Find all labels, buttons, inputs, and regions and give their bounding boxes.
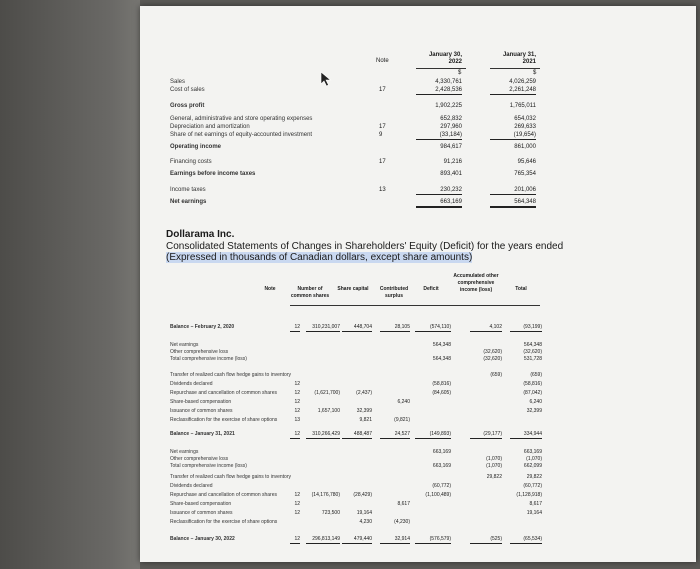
s2-balance-label: Balance – January 30, 2022 bbox=[170, 536, 235, 542]
s1-value-v2022: 652,832 bbox=[440, 116, 462, 122]
s2-header-0: Note bbox=[264, 286, 276, 292]
s1-value-v2021: 201,006 bbox=[490, 187, 536, 195]
dollar-2021: $ bbox=[533, 70, 537, 76]
s2-header-rule bbox=[290, 305, 540, 306]
s2-cell-total: (87,042) bbox=[523, 390, 542, 396]
s2-row-label: Share-based compensation bbox=[170, 399, 232, 405]
s1-value-v2022: 4,330,761 bbox=[435, 79, 462, 85]
s2-cell-total: (1,070) bbox=[526, 456, 542, 462]
s2-cell-aoci: (32,620) bbox=[483, 349, 502, 355]
s2-header-4: Deficit bbox=[423, 286, 439, 292]
col-2021-header: January 31, 2021 bbox=[502, 52, 536, 65]
s2-cell-aoci: (32,620) bbox=[483, 356, 502, 362]
s2-cell-total: (32,620) bbox=[523, 349, 542, 355]
s2-cell-surplus: 8,617 bbox=[397, 501, 410, 507]
s2-cell-note: 12 bbox=[294, 381, 300, 387]
s2-cell-deficit: 564,348 bbox=[432, 356, 451, 362]
s2-cell-deficit: 663,169 bbox=[432, 463, 451, 469]
s2-cell-total: (65,534) bbox=[510, 536, 542, 544]
s2-header-3: Contributed surplus bbox=[379, 286, 409, 299]
s1-value-v2021: 269,633 bbox=[514, 124, 536, 130]
s1-value-v2022: 893,401 bbox=[440, 171, 462, 177]
s2-row-label: Issuance of common shares bbox=[170, 510, 233, 516]
s2-balance-label: Balance – January 31, 2021 bbox=[170, 431, 235, 437]
s1-row-label: Net earnings bbox=[170, 199, 207, 205]
s2-cell-shares: 296,813,149 bbox=[306, 536, 340, 544]
s2-cell-note: 12 bbox=[294, 510, 300, 516]
s1-value-v2022: 297,960 bbox=[440, 124, 462, 130]
s2-cell-note: 12 bbox=[290, 431, 300, 439]
s2-header-1: Number of common shares bbox=[290, 286, 330, 299]
s2-cell-total: 32,399 bbox=[526, 408, 542, 414]
mouse-cursor-icon bbox=[320, 71, 332, 87]
s2-cell-surplus: (4,230) bbox=[394, 519, 410, 525]
dollar-2022: $ bbox=[458, 70, 462, 76]
s2-cell-deficit: 663,169 bbox=[432, 449, 451, 455]
s2-cell-note: 12 bbox=[290, 324, 300, 332]
s1-row-label: Financing costs bbox=[170, 159, 212, 165]
s2-header-6: Total bbox=[515, 286, 527, 292]
s1-row-note: 17 bbox=[379, 124, 386, 130]
s1-row-note: 17 bbox=[379, 159, 386, 165]
s1-value-v2021: 4,026,259 bbox=[509, 79, 536, 85]
s1-value-v2021: 1,765,011 bbox=[509, 103, 536, 109]
document-sheet bbox=[140, 6, 696, 562]
s2-cell-total: (93,199) bbox=[510, 324, 542, 332]
s2-row-label: Other comprehensive loss bbox=[170, 456, 229, 462]
s1-value-v2021: (19,654) bbox=[490, 132, 536, 140]
s2-row-label: Reclassification for the exercise of share options bbox=[170, 519, 278, 525]
s2-cell-total: (659) bbox=[530, 372, 542, 378]
s2-cell-shares: 723,500 bbox=[321, 510, 340, 516]
s2-cell-total: 662,099 bbox=[523, 463, 542, 469]
s2-header-5: Accumulated other comprehensive income (loss) bbox=[453, 273, 499, 293]
s2-row-label: Repurchase and cancellation of common shares bbox=[170, 390, 278, 396]
s2-row-label: Reclassification for the exercise of share options bbox=[170, 417, 278, 423]
s2-cell-surplus: 24,527 bbox=[380, 431, 410, 439]
s2-cell-shares: 310,266,429 bbox=[306, 431, 340, 439]
background-shadow bbox=[0, 0, 140, 569]
header-rule-2021 bbox=[490, 68, 540, 69]
s2-cell-total: (1,128,918) bbox=[516, 492, 542, 498]
s2-cell-total: 564,348 bbox=[523, 342, 542, 348]
s1-row-note: 9 bbox=[379, 132, 383, 138]
s2-cell-total: 6,240 bbox=[529, 399, 542, 405]
s2-cell-total: 334,944 bbox=[510, 431, 542, 439]
s2-cell-deficit: (149,893) bbox=[415, 431, 451, 439]
s2-cell-aoci: (525) bbox=[470, 536, 502, 544]
s2-cell-capital: 488,487 bbox=[342, 431, 372, 439]
s1-row-label: Operating income bbox=[170, 144, 222, 150]
company-name: Dollarama Inc. bbox=[166, 229, 235, 240]
s2-row-label: Other comprehensive loss bbox=[170, 349, 229, 355]
s2-cell-surplus: (9,821) bbox=[394, 417, 410, 423]
s2-cell-capital: 32,399 bbox=[356, 408, 372, 414]
s2-cell-surplus: 28,105 bbox=[380, 324, 410, 332]
s2-cell-total: (58,816) bbox=[523, 381, 542, 387]
s2-cell-capital: 9,821 bbox=[359, 417, 372, 423]
s2-cell-total: 531,728 bbox=[523, 356, 542, 362]
s2-cell-shares: 310,231,007 bbox=[306, 324, 340, 332]
s2-cell-capital: 19,164 bbox=[356, 510, 372, 516]
s1-value-v2021: 564,348 bbox=[490, 199, 536, 208]
s2-cell-surplus: 32,914 bbox=[380, 536, 410, 544]
s1-value-v2022: 663,169 bbox=[416, 199, 462, 208]
s2-cell-note: 12 bbox=[294, 501, 300, 507]
s2-cell-deficit: (574,110) bbox=[415, 324, 451, 332]
s2-cell-deficit: (84,605) bbox=[432, 390, 451, 396]
s1-row-label: Earnings before income taxes bbox=[170, 171, 256, 177]
s1-value-v2021: 654,032 bbox=[514, 116, 536, 122]
s1-value-v2021: 95,646 bbox=[517, 159, 536, 165]
s1-row-label: Income taxes bbox=[170, 187, 206, 193]
s1-row-label: Depreciation and amortization bbox=[170, 124, 250, 130]
s2-row-label: Issuance of common shares bbox=[170, 408, 233, 414]
s2-cell-note: 12 bbox=[294, 390, 300, 396]
s2-cell-aoci: 29,822 bbox=[486, 474, 502, 480]
s2-cell-capital: 479,440 bbox=[342, 536, 372, 544]
s2-cell-shares: (1,621,700) bbox=[314, 390, 340, 396]
s2-cell-aoci: (1,070) bbox=[486, 456, 502, 462]
s1-row-label: Cost of sales bbox=[170, 87, 205, 93]
s2-cell-aoci: (29,177) bbox=[470, 431, 502, 439]
s1-value-v2022: 1,902,225 bbox=[435, 103, 462, 109]
s1-row-label: General, administrative and store operating expenses bbox=[170, 116, 313, 122]
s2-row-label: Net earnings bbox=[170, 342, 199, 348]
s1-row-label: Gross profit bbox=[170, 103, 205, 109]
s2-cell-aoci: (1,070) bbox=[486, 463, 502, 469]
s2-cell-deficit: (60,772) bbox=[432, 483, 451, 489]
s1-row-label: Sales bbox=[170, 79, 186, 85]
col-note-header: Note bbox=[376, 58, 389, 64]
statement2-subtitle bbox=[166, 252, 472, 264]
s2-balance-label: Balance – February 2, 2020 bbox=[170, 324, 235, 330]
s2-cell-total: 19,164 bbox=[526, 510, 542, 516]
s2-cell-capital: 4,230 bbox=[359, 519, 372, 525]
s1-row-label: Share of net earnings of equity-accounted investment bbox=[170, 132, 313, 138]
s2-cell-note: 12 bbox=[294, 492, 300, 498]
s2-cell-capital: (2,437) bbox=[356, 390, 372, 396]
s2-cell-aoci: (659) bbox=[490, 372, 502, 378]
statement2-title: Consolidated Statements of Changes in Shareholders' Equity (Deficit) for the years ended bbox=[166, 241, 564, 252]
s2-row-label: Total comprehensive income (loss) bbox=[170, 356, 247, 362]
header-rule-2022 bbox=[416, 68, 466, 69]
s2-row-label: Dividends declared bbox=[170, 381, 213, 387]
s1-value-v2021: 861,000 bbox=[514, 144, 536, 150]
s2-cell-total: 8,617 bbox=[529, 501, 542, 507]
statement2-subtitle-text: (Expressed in thousands of Canadian dollars, except share amounts) bbox=[166, 252, 473, 263]
s2-cell-note: 13 bbox=[294, 417, 300, 423]
s1-value-v2022: 2,428,536 bbox=[416, 87, 462, 95]
s2-row-label: Share-based compensation bbox=[170, 501, 232, 507]
s2-cell-capital: 448,704 bbox=[342, 324, 372, 332]
s2-cell-deficit: (58,816) bbox=[432, 381, 451, 387]
s2-cell-surplus: 6,240 bbox=[397, 399, 410, 405]
s1-row-note: 17 bbox=[379, 87, 386, 93]
s2-cell-note: 12 bbox=[294, 408, 300, 414]
s2-cell-shares: (14,176,780) bbox=[311, 492, 340, 498]
s2-cell-total: 663,169 bbox=[523, 449, 542, 455]
s1-value-v2021: 2,261,248 bbox=[490, 87, 536, 95]
s2-header-2: Share capital bbox=[337, 286, 369, 292]
s2-cell-deficit: (1,100,489) bbox=[425, 492, 451, 498]
s2-cell-capital: (28,429) bbox=[353, 492, 372, 498]
s2-row-label: Net earnings bbox=[170, 449, 199, 455]
s2-row-label: Dividends declared bbox=[170, 483, 213, 489]
s2-cell-aoci: 4,102 bbox=[470, 324, 502, 332]
s1-row-note: 13 bbox=[379, 187, 386, 193]
s1-value-v2022: 91,216 bbox=[443, 159, 462, 165]
s2-cell-deficit: (576,579) bbox=[415, 536, 451, 544]
s2-cell-shares: 1,657,100 bbox=[317, 408, 340, 414]
s2-cell-note: 12 bbox=[294, 399, 300, 405]
s2-cell-total: 29,822 bbox=[526, 474, 542, 480]
s2-row-label: Transfer of realized cash flow hedge gains to inventory bbox=[170, 474, 291, 480]
s2-row-label: Total comprehensive income (loss) bbox=[170, 463, 247, 469]
s1-value-v2022: 984,617 bbox=[440, 144, 462, 150]
s2-row-label: Transfer of realized cash flow hedge gains to inventory bbox=[170, 372, 291, 378]
s2-cell-total: (60,772) bbox=[523, 483, 542, 489]
s2-row-label: Repurchase and cancellation of common shares bbox=[170, 492, 278, 498]
s1-value-v2022: 230,232 bbox=[416, 187, 462, 195]
s2-cell-note: 12 bbox=[290, 536, 300, 544]
s1-value-v2022: (33,184) bbox=[416, 132, 462, 140]
s1-value-v2021: 765,354 bbox=[514, 171, 536, 177]
s2-cell-deficit: 564,348 bbox=[432, 342, 451, 348]
col-2022-header: January 30, 2022 bbox=[428, 52, 462, 65]
